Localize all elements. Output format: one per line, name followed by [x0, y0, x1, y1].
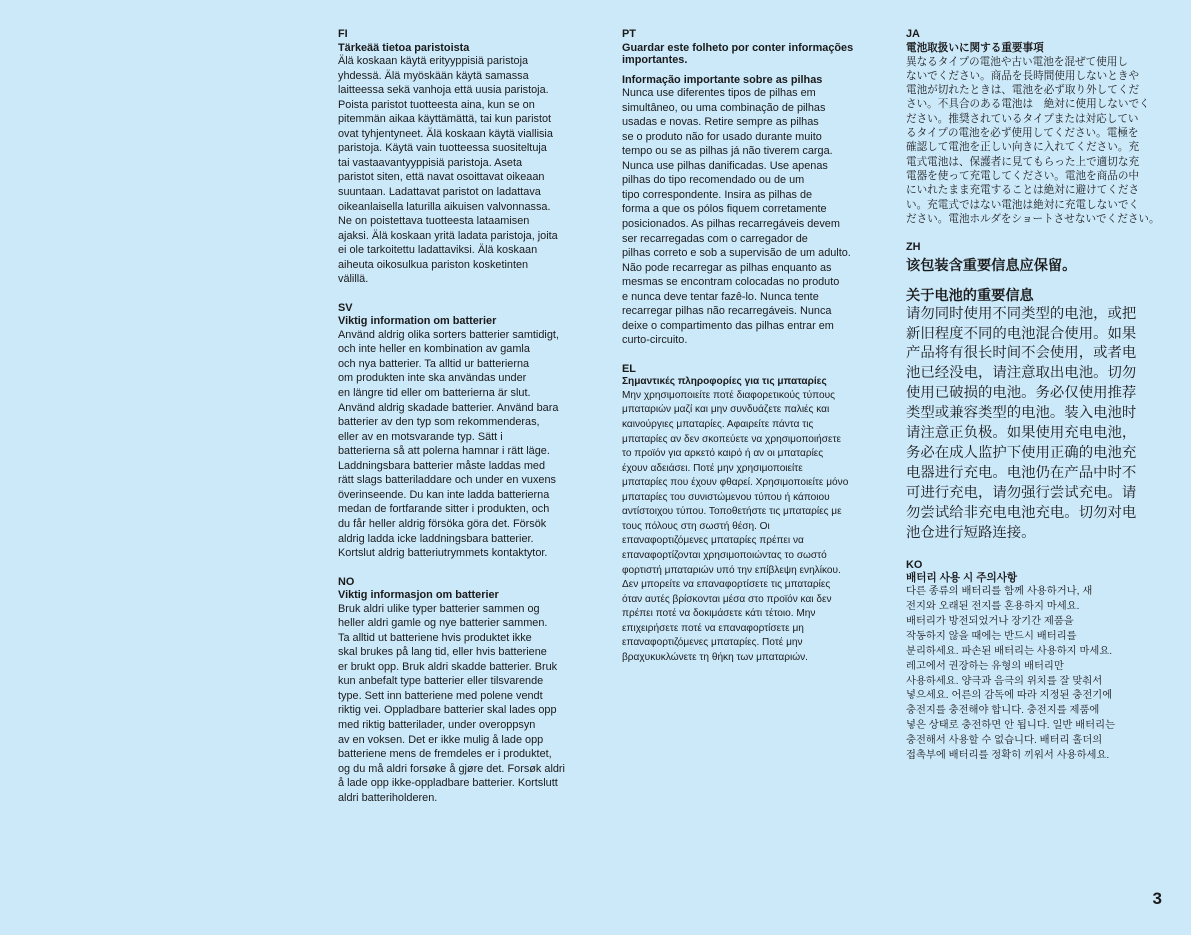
text-line: 충전지를 충전해야 합니다. 충전지를 제품에: [906, 705, 1100, 717]
section-heading: 電池取扱いに関する重要事項: [906, 41, 1044, 54]
text-line: ovat tyhjentyneet. Älä koskaan käytä viallisia: [338, 127, 553, 140]
text-line: 使用已破损的电池。务必仅使用推荐: [906, 385, 1137, 402]
text-line: さい。不具合のある電池は 絶対に使用しないでく: [906, 98, 1150, 111]
text-line: Laddningsbara batterier måste laddas med: [338, 459, 546, 472]
text-line: αντίστοιχου τύπου. Τοποθετήστε τις μπαταρίες με: [622, 506, 842, 518]
text-line: Nunca use diferentes tipos de pilhas em: [622, 87, 816, 100]
section-ja: [906, 27, 1168, 226]
text-line: 電式電池は、保護者に見てもらった上で適切な充: [906, 155, 1140, 168]
section-body: [338, 54, 600, 287]
language-code: FI: [338, 28, 348, 40]
text-line: 電池が切れたときは、電池を必ず取り外してくだ: [906, 84, 1140, 97]
text-line: Δεν μπορείτε να επαναφορτίσετε τις μπαταρίες: [622, 579, 831, 591]
section-heading: 关于电池的重要信息: [906, 287, 1034, 304]
text-line: όταν αυτές βρίσκονται μέσα στο προϊόν και δεν: [622, 593, 832, 605]
text-line: batterier av den typ som rekommenderas,: [338, 416, 540, 429]
text-line: batteriene mens de fremdeles er i produktet,: [338, 748, 552, 761]
text-line: aiheuta oikosulkua pariston kosketinten: [338, 258, 529, 271]
text-line: φορτιστή μπαταριών υπό την επίβλεψη ενηλίκου.: [622, 564, 841, 576]
text-line: medan de fortfarande sitter i produkten, och: [338, 503, 550, 516]
text-line: 产品将有很长时间不会使用，或者电: [906, 345, 1137, 362]
column-right: [906, 27, 1168, 778]
text-line: er brukt opp. Bruk aldri skadde batterier. Bruk: [338, 660, 558, 673]
text-line: mesmas se encontram colocadas no produto: [622, 276, 840, 289]
text-line: 異なるタイプの電池や古い電池を混ぜて使用し: [906, 55, 1128, 68]
section-heading: Tärkeää tietoa paristoista: [338, 41, 470, 54]
text-line: 넣은 상태로 충전하면 안 됩니다. 일반 배터리는: [906, 720, 1116, 732]
text-line: τους πόλους στη σωστή θέση. Οι: [622, 520, 770, 532]
section-ko: [906, 558, 1168, 764]
text-line: ださい。推奨されているタイプまたは対応してい: [906, 112, 1139, 125]
text-line: usadas e novas. Retire sempre as pilhas: [622, 116, 819, 129]
text-line: 電器を使って充電してください。電池を商品の中: [906, 169, 1140, 182]
text-line: og du må aldri forsøke å gjøre det. Forsøk aldri: [338, 762, 565, 775]
text-line: 충전해서 사용할 수 없습니다. 배터리 홀더의: [906, 735, 1103, 747]
text-line: 넣으세요. 어른의 감독에 따라 지정된 충전기에: [906, 690, 1113, 702]
text-line: にいれたまま充電することは絶対に避けてくださ: [906, 184, 1140, 197]
text-line: forma a que os pólos fiquem corretamente: [622, 203, 827, 216]
text-line: tipo correspondente. Insira as pilhas de: [622, 188, 813, 201]
text-line: Poista paristot tuotteesta aina, kun se on: [338, 98, 535, 111]
text-line: ajaksi. Älä koskaan yritä ladata paristoja, joita: [338, 229, 558, 242]
section-lead: 该包装含重要信息应保留。: [906, 257, 1077, 274]
text-line: en längre tid eller om batterierna är slut.: [338, 387, 531, 400]
language-code: KO: [906, 558, 923, 571]
text-line: 池已经没电，请注意取出电池。切勿: [906, 365, 1137, 382]
text-line: 请勿同时使用不同类型的电池，或把: [906, 305, 1137, 322]
text-line: paristot siten, että navat osoittavat oikeaan: [338, 171, 545, 184]
text-line: om produkten inte ska användas under: [338, 372, 527, 385]
section-fi: [338, 27, 600, 287]
text-line: μπαταρίες του συνιστώμενου τύπου ή κάποιου: [622, 491, 830, 503]
text-line: 배터리가 방전되었거나 장기간 제품을: [906, 615, 1074, 627]
text-line: μπαταριών μαζί και μην συνδυάζετε παλιές και: [622, 404, 830, 416]
text-line: Não pode recarregar as pilhas enquanto as: [622, 261, 832, 274]
text-line: Älä koskaan käytä erityyppisiä paristoja: [338, 55, 529, 68]
text-line: έχουν αδειάσει. Ποτέ μην χρησιμοποιείτε: [622, 462, 803, 474]
text-line: du får heller aldrig försöka göra det. Försök: [338, 517, 547, 530]
text-line: simultâneo, ou uma combinação de pilhas: [622, 101, 826, 114]
text-line: επαναφορτιζόμενες μπαταρίες πρέπει να: [622, 535, 804, 547]
text-line: Ne on poistettava tuotteesta lataamisen: [338, 215, 530, 228]
text-line: καινούργιες μπαταρίες. Αφαιρείτε πάντα τις: [622, 419, 814, 431]
section-body: [906, 585, 1168, 764]
section-sv: [338, 301, 600, 561]
text-line: 请注意正负极。如果使用充电电池，: [906, 425, 1137, 442]
text-line: ないでください。商品を長時間使用しないときや: [906, 69, 1140, 82]
text-line: επαναφορτίζονται χρησιμοποιώντας το σωστό: [622, 549, 827, 561]
text-line: 전지와 오래된 전지를 혼용하지 마세요.: [906, 600, 1080, 612]
text-line: batterierna så att polerna hamnar i rätt läge.: [338, 445, 550, 458]
text-line: 新旧程度不同的电池混合使用。如果: [906, 325, 1137, 342]
text-line: 분리하세요. 파손된 배터리는 사용하지 마세요.: [906, 645, 1113, 657]
text-line: posicionados. As pilhas recarregáveis devem: [622, 217, 840, 230]
text-line: 確認して電池を正しい向きに入れてください。充: [906, 141, 1140, 154]
text-line: type. Sett inn batteriene med polene vendt: [338, 689, 543, 702]
text-line: ser recarregadas com o carregador de: [622, 232, 808, 245]
text-line: rätt slags batteriladdare och under en vuxens: [338, 474, 556, 487]
section-zh: [906, 240, 1168, 543]
text-line: skal brukes på lang tid, eller hvis batteriene: [338, 646, 547, 659]
text-line: い。充電式ではない電池は絶対に充電しないでく: [906, 198, 1140, 211]
section-heading: Viktig informasjon om batterier: [338, 589, 499, 602]
text-line: Nunca use pilhas danificadas. Use apenas: [622, 159, 828, 172]
text-line: Kortslut aldrig batteriutrymmets kontaktytor.: [338, 547, 548, 560]
text-line: och inte heller en kombination av gamla: [338, 343, 530, 356]
text-line: tempo ou se as pilhas já não tiverem carga.: [622, 145, 833, 158]
section-heading: Viktig information om batterier: [338, 315, 497, 328]
section-body: [622, 389, 884, 665]
section-body: [906, 55, 1168, 227]
text-line: Ta alltid ut batteriene hvis produktet ikke: [338, 631, 532, 644]
text-line: e nunca deve tentar fazê-lo. Nunca tente: [622, 290, 819, 303]
language-code: ZH: [906, 241, 921, 254]
text-line: Använd aldrig olika sorters batterier samtidigt,: [338, 328, 559, 341]
text-line: επιχειρήσετε ποτέ να επαναφορτίσετε μη: [622, 622, 804, 634]
text-line: πρέπει ποτέ να δοκιμάσετε κάτι τέτοιο. Μην: [622, 608, 816, 620]
text-line: 池仓进行短路连接。: [906, 524, 1036, 541]
text-line: το προϊόν για αρκετό καιρό ή αν οι μπαταρίες: [622, 448, 824, 460]
text-line: 작동하지 않을 때에는 반드시 배터리를: [906, 630, 1077, 642]
section-heading: 배터리 사용 시 주의사항: [906, 572, 1018, 585]
text-line: eller av en motsvarande typ. Sätt i: [338, 430, 503, 443]
text-line: 다른 종류의 배터리를 함께 사용하거나, 새: [906, 586, 1093, 598]
page-number: 3: [1152, 889, 1162, 908]
section-body: [622, 86, 884, 348]
text-line: med riktig batterilader, under overoppsyn: [338, 719, 536, 732]
text-line: Bruk aldri ulike typer batterier sammen og: [338, 602, 540, 615]
text-line: μπαταρίες που έχουν φθαρεί. Χρησιμοποιείτε μόνο: [622, 477, 849, 489]
text-line: pilhas do tipo recomendado ou de um: [622, 174, 805, 187]
language-code: EL: [622, 362, 636, 375]
text-line: riktig vei. Oppladbare batterier skal lades opp: [338, 704, 557, 717]
text-line: pitemmän aikaa käyttämättä, tai kun paristot: [338, 113, 552, 126]
text-line: recarregar pilhas não recarregáveis. Nunca: [622, 305, 832, 318]
text-line: paristoja. Käytä vain tuotteessa suositeltuja: [338, 142, 547, 155]
section-pt: [622, 27, 884, 348]
text-line: pilhas correto e sob a supervisão de um adulto.: [622, 247, 851, 260]
text-line: 사용하세요. 양극과 음극의 위치를 잘 맞춰서: [906, 675, 1103, 687]
section-no: [338, 575, 600, 806]
text-line: heller aldri gamle og nye batterier sammen.: [338, 617, 548, 630]
text-line: suuntaan. Ladattavat paristot on ladattava: [338, 185, 541, 198]
text-line: av en voksen. Det er ikke mulig å lade opp: [338, 733, 544, 746]
text-line: Μην χρησιμοποιείτε ποτέ διαφορετικούς τύπους: [622, 389, 835, 401]
text-line: 勿尝试给非充电电池充电。切勿对电: [906, 504, 1137, 521]
text-line: βραχυκυκλώνετε τη θήκη των μπαταριών.: [622, 651, 808, 663]
text-line: å lade opp ikke-oppladbare batterier. Kortslutt: [338, 777, 558, 790]
section-lead: Guardar este folheto por conter informações importantes.: [622, 41, 854, 67]
text-line: kun anbefalt type batterier eller tilsvarende: [338, 675, 544, 688]
text-line: oikeanlaisella laturilla aikuisen valvonnassa.: [338, 200, 551, 213]
text-line: μπαταρίες αν δεν σκοπεύετε να χρησιμοποιήσετε: [622, 433, 841, 445]
text-line: 접촉부에 배터리를 정확히 끼워서 사용하세요.: [906, 750, 1110, 762]
language-code: PT: [622, 28, 636, 40]
column-left: [338, 27, 600, 819]
text-line: επαναφορτιζόμενες μπαταρίες. Ποτέ μην: [622, 637, 803, 649]
text-line: yhdessä. Älä myöskään käytä samassa: [338, 69, 529, 82]
text-line: välillä.: [338, 273, 369, 286]
section-heading: Informação importante sobre as pilhas: [622, 73, 823, 86]
section-body: [338, 328, 600, 561]
text-line: aldri batteriholderen.: [338, 791, 438, 804]
text-line: Använd aldrig skadade batterier. Använd bara: [338, 401, 559, 414]
text-line: ださい。電池ホルダをショートさせないでください。: [906, 212, 1160, 225]
text-line: och nya batterier. Ta alltid ur batterierna: [338, 357, 530, 370]
text-line: 类型或兼容类型的电池。装入电池时: [906, 405, 1137, 422]
text-line: tai vastaavantyyppisiä paristoja. Aseta: [338, 156, 523, 169]
text-line: 务必在成人监护下使用正确的电池充: [906, 445, 1137, 461]
section-el: [622, 362, 884, 665]
text-line: ei ole tarkoitettu ladattaviksi. Älä koskaan: [338, 244, 538, 257]
section-heading: Σημαντικές πληροφορίες για τις μπαταρίες: [622, 376, 827, 388]
section-body: [338, 602, 600, 806]
text-line: るタイプの電池を必ず使用してください。電極を: [906, 127, 1139, 140]
text-line: curto-circuito.: [622, 334, 688, 347]
text-line: 可进行充电，请勿强行尝试充电。请: [906, 484, 1137, 501]
text-line: se o produto não for usado durante muito: [622, 130, 822, 143]
text-line: 레고에서 권장하는 유형의 배터리만: [906, 660, 1064, 672]
text-line: överinseende. Du kan inte ladda batterierna: [338, 488, 550, 501]
text-line: deixe o compartimento das pilhas entrar em: [622, 319, 834, 332]
text-line: laitteessa sekä vanhoja että uusia paristoja.: [338, 84, 549, 97]
language-code: NO: [338, 575, 355, 588]
section-body: [906, 305, 1168, 544]
text-line: 电器进行充电。电池仍在产品中时不: [906, 464, 1137, 481]
language-code: SV: [338, 301, 353, 314]
column-middle: [622, 27, 884, 679]
language-code: JA: [906, 28, 920, 40]
text-line: aldrig ladda icke laddningsbara batterier.: [338, 532, 534, 545]
